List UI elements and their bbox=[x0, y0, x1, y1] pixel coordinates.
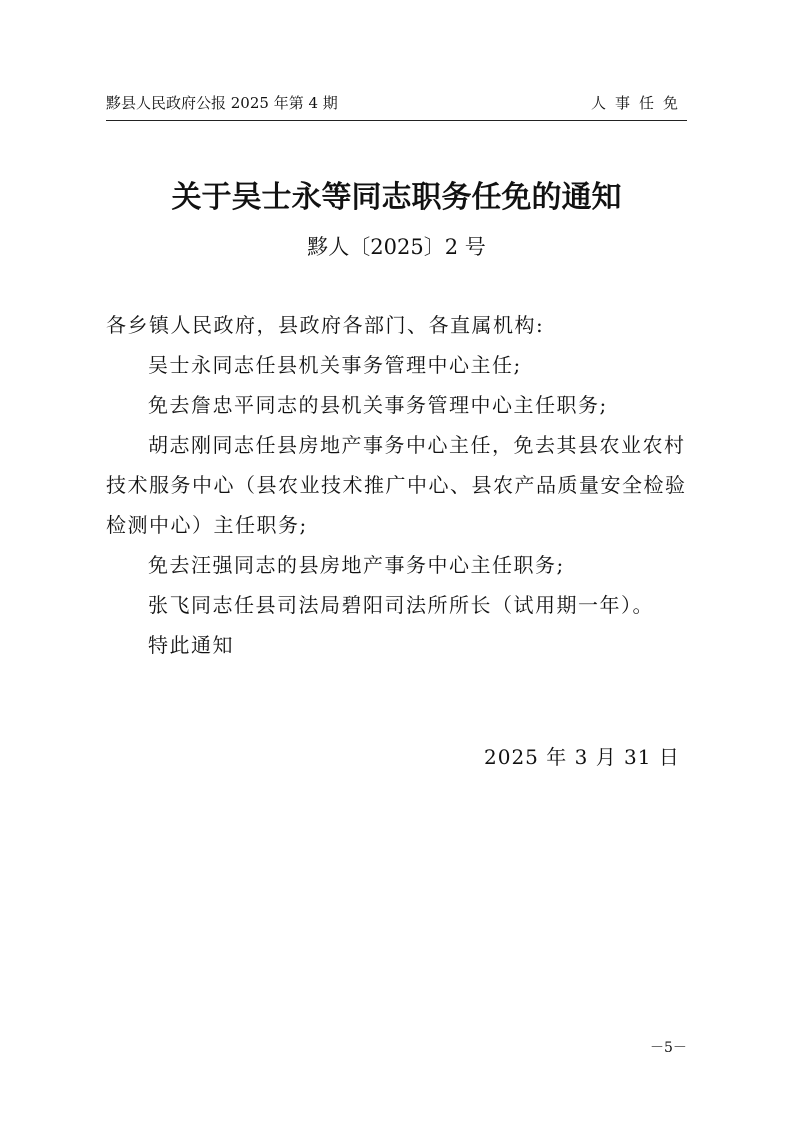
gazette-header bbox=[106, 92, 687, 116]
salutation: 各乡镇人民政府，县政府各部门、各直属机构: bbox=[106, 313, 545, 337]
notice-body bbox=[106, 305, 688, 665]
paragraph-appointment-zhang: 张飞同志任县司法局碧阳司法所所长（试用期一年）。 bbox=[148, 593, 654, 617]
page-number: －5－ bbox=[650, 1040, 687, 1056]
section-label: 人事任免 bbox=[590, 94, 687, 112]
closing-phrase: 特此通知 bbox=[148, 633, 234, 657]
gazette-issue-label: 黟县人民政府公报 2025 年第 4 期 bbox=[106, 94, 338, 112]
header-divider bbox=[106, 120, 687, 121]
paragraph-removal-zhan: 免去詹忠平同志的县机关事务管理中心主任职务; bbox=[148, 393, 608, 417]
document-number: 黟人〔2025〕2 号 bbox=[307, 235, 486, 259]
issue-date: 2025 年 3 月 31 日 bbox=[484, 745, 680, 769]
notice-title: 关于吴士永等同志职务任免的通知 bbox=[171, 180, 622, 215]
paragraph-appointment-hu: 胡志刚同志任县房地产事务中心主任，免去其县农业农村技术服务中心（县农业技术推广中心、县农产品质量安全检验检测中心）主任职务; bbox=[106, 433, 687, 537]
paragraph-removal-wang: 免去汪强同志的县房地产事务中心主任职务; bbox=[148, 553, 565, 577]
paragraph-appointment-wu: 吴士永同志任县机关事务管理中心主任; bbox=[148, 353, 522, 377]
